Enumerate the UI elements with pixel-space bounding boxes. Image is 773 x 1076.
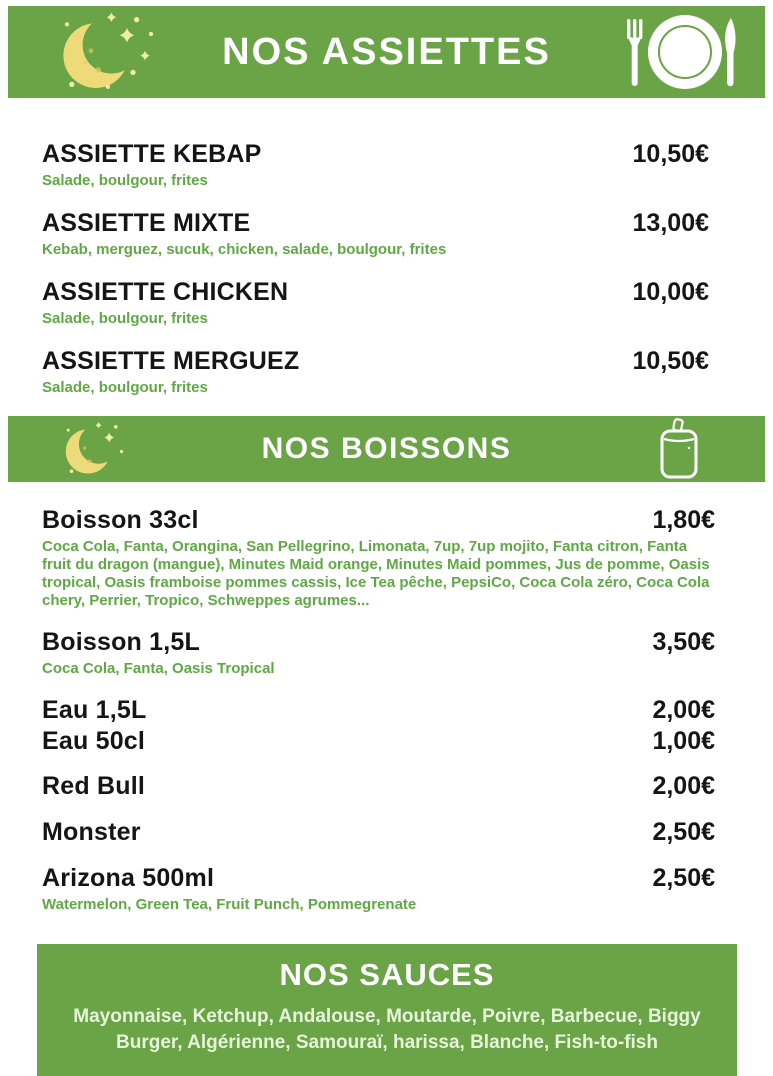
- soda-can-icon: [657, 418, 703, 480]
- item-price: 3,50€: [652, 628, 715, 656]
- menu-item: [42, 347, 709, 397]
- menu-item: [42, 506, 715, 610]
- item-name: ASSIETTE MERGUEZ: [42, 347, 300, 375]
- assiettes-title: NOS ASSIETTES: [222, 30, 551, 73]
- item-name: Boisson 1,5L: [42, 628, 200, 656]
- menu-item: [42, 818, 715, 847]
- item-name: ASSIETTE CHICKEN: [42, 278, 289, 306]
- assiettes-section: [0, 98, 773, 397]
- item-name: ASSIETTE MIXTE: [42, 209, 251, 237]
- item-price: 10,50€: [632, 347, 709, 375]
- menu-page: [0, 6, 773, 1053]
- crescent-moon-stars-icon: [60, 420, 142, 478]
- menu-item: [42, 864, 715, 914]
- menu-item: [42, 278, 709, 328]
- sauces-list: Mayonnaise, Ketchup, Andalouse, Moutarde, Poivre, Barbecue, Biggy Burger, Algérienne, Samouraï, harissa, Blanche, Fish-to-fish: [73, 1006, 701, 1053]
- item-price: 2,00€: [652, 772, 715, 800]
- menu-item: [42, 140, 709, 190]
- boissons-section: [0, 482, 773, 914]
- item-price: 10,50€: [632, 140, 709, 168]
- item-name: Red Bull: [42, 772, 145, 800]
- menu-item: [42, 209, 709, 259]
- sauces-banner: [37, 944, 737, 1076]
- item-price: 2,50€: [652, 818, 715, 846]
- item-description: Salade, boulgour, frites: [42, 172, 208, 189]
- item-price: 10,00€: [632, 278, 709, 306]
- plate-fork-knife-icon: [619, 11, 745, 93]
- boissons-banner: [8, 416, 765, 482]
- item-description: Coca Cola, Fanta, Orangina, San Pellegrino, Limonata, 7up, 7up mojito, Fanta citron, Fanta fruit du dragon (mangue), Minutes Maid orange, Minutes Maid pommes, Jus de pomme, Oasis tropical, Oasis framboise pommes cassis, Ice Tea pêche, PepsiCo, Coca Cola zéro, Coca Cola chery, Perrier, Tropico, Schweppes agrumes...: [42, 538, 710, 609]
- item-description: Salade, boulgour, frites: [42, 379, 208, 396]
- menu-item: [42, 696, 715, 725]
- boissons-title: NOS BOISSONS: [261, 432, 512, 465]
- assiettes-banner: [8, 6, 765, 98]
- item-price: 2,00€: [652, 696, 715, 724]
- item-name: Eau 1,5L: [42, 696, 147, 724]
- menu-item: [42, 628, 715, 678]
- item-price: 13,00€: [632, 209, 709, 237]
- item-description: Watermelon, Green Tea, Fruit Punch, Pommegrenate: [42, 896, 417, 913]
- menu-item: [42, 772, 715, 801]
- crescent-moon-stars-icon: [54, 10, 176, 94]
- item-name: Arizona 500ml: [42, 864, 215, 892]
- item-name: Boisson 33cl: [42, 506, 199, 534]
- menu-item: [42, 727, 715, 756]
- item-description: Salade, boulgour, frites: [42, 310, 208, 327]
- item-name: Eau 50cl: [42, 727, 146, 755]
- item-name: Monster: [42, 818, 141, 846]
- item-price: 1,00€: [652, 727, 715, 755]
- item-description: Coca Cola, Fanta, Oasis Tropical: [42, 660, 275, 677]
- item-name: ASSIETTE KEBAP: [42, 140, 262, 168]
- item-description: Kebab, merguez, sucuk, chicken, salade, boulgour, frites: [42, 241, 447, 258]
- sauces-title: NOS SAUCES: [279, 957, 495, 992]
- item-price: 1,80€: [652, 506, 715, 534]
- item-price: 2,50€: [652, 864, 715, 892]
